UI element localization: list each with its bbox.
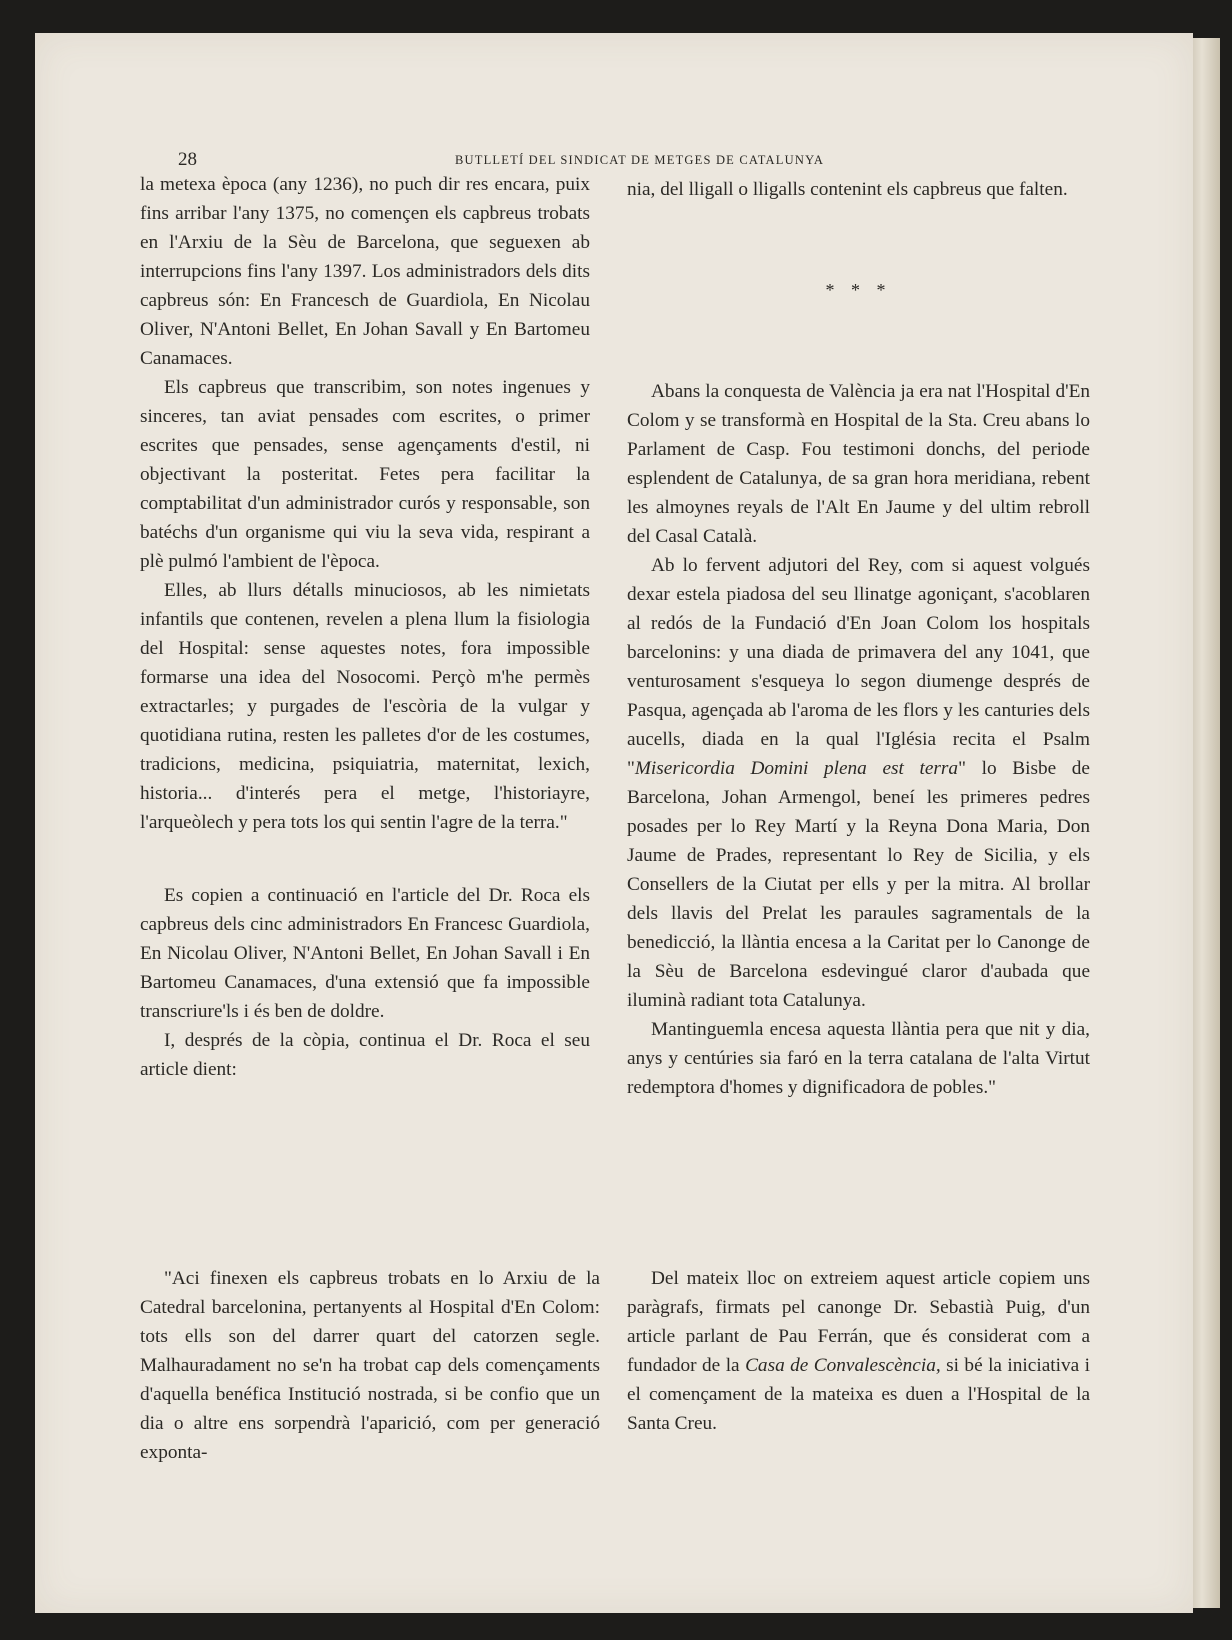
left-paragraph-5: I, després de la còpia, continua el Dr. Roca el seu article dient:	[140, 1030, 590, 1080]
right-paragraph-3-text-a: Ab lo fervent adjutori del Rey, com si aquest volgués dexar estela piadosa del seu llinatge agoniçant, s'acoblaren al redós de la Fundació d'En Joan Colom los hospitals barcelonins: y una diada de primavera del any 1041, que venturosament s'esqueya lo segon diumenge després de Pasqua, agençada ab l'aroma de les flors y les canturies dels aucells, diada en la qual l'Iglésia recita el Psalm "	[627, 555, 1090, 779]
left-paragraph-1: la metexa època (any 1236), no puch dir res encara, puix fins arribar l'any 1375, no començen els capbreus trobats en l'Arxiu de la Sèu de Barcelona, que seguexen ab interrupcions fins l'any 1397. Los administradors dels dits capbreus són: En Francesch de Guardiola, En Nicolau Oliver, N'Antoni Bellet, En Johan Savall y En Bartomeu Canamaces.	[140, 174, 590, 369]
left-paragraph-3: Elles, ab llurs détalls minuciosos, ab les nimietats infantils que contenen, revelen a plena llum la fisiologia del Hospital: sense aquestes notes, fora impossible formarse una idea del Nosocomi. Perçò m'he permès extractarles; y purgades de l'escòria de la vulgar y quotidiana rutina, resten les palletes d'or de les costumes, tradicions, medicina, psiquiatria, maternitat, lexich, historia... d'interés pera el metge, l'historiayre, l'arqueòlech y pera tots los qui sentin l'agre de la terra."	[140, 580, 590, 833]
left-paragraph-4: Es copien a continuació en l'article del Dr. Roca els capbreus dels cinc administradors En Francesc Guardiola, En Nicolau Oliver, N'Antoni Bellet, En Johan Savall i En Bartomeu Canamaces, d'una extensió que fa impossible transcriure'ls i és ben de doldre.	[140, 885, 590, 1022]
right-paragraph-3-text-b: " lo Bisbe de Barcelona, Johan Armengol, beneí les primeres pedres posades per lo Rey Martí y la Reyna Dona Maria, Don Jaume de Prades, representant lo Rey de Sicilia, y els Consellers de la Ciutat per ells y per la mitra. Al brollar dels llavis del Prelat les paraules sagramentals de la benedicció, la llàntia encesa a la Caritat per lo Canonge de la Sèu de Barcelona esdevingué claror d'aubada que iluminà radiant tota Catalunya.	[627, 758, 1090, 1011]
right-paragraph-3	[627, 551, 1090, 1015]
bottom-right-column	[627, 1264, 1090, 1438]
left-paragraph-2: Els capbreus que transcribim, son notes ingenues y sinceres, tan aviat pensades com escrites, o primer escrites que pensades, sense agençaments d'estil, ni objectivant la posteritat. Fetes pera facilitar la comptabilitat d'un administrador curós y responsable, son batéchs d'un organisme qui viu la seva vida, respirant a plè pulmó l'ambient de l'època.	[140, 377, 590, 572]
right-paragraph-2: Abans la conquesta de València ja era nat l'Hospital d'En Colom y se transformà en Hospital de la Sta. Creu abans lo Parlament de Casp. Fou testimoni donchs, del periode esplendent de Catalunya, de sa gran hora meridiana, rebent les almoynes reyals de l'Alt En Jaume y del ultim rebroll del Casal Català.	[627, 381, 1090, 547]
bottom-right-paragraph	[627, 1264, 1090, 1438]
bottom-left-paragraph: "Aci finexen els capbreus trobats en lo Arxiu de la Catedral barcelonina, pertanyents al Hospital d'En Colom: tots ells son del darrer quart del catorzen segle. Malhauradament no se'n ha trobat cap dels començaments d'aquella benéfica Institució nostrada, si be confio que un dia o altre ens sorpendrà l'aparició, com per generació exponta-	[140, 1268, 600, 1463]
right-paragraph-4: Mantinguemla encesa aquesta llàntia pera que nit y dia, anys y centúries sia faró en la terra catalana de l'alta Virtut redemptora d'homes y dignificadora de pobles."	[627, 1019, 1090, 1098]
psalm-quote: Misericordia Domini plena est terra	[634, 758, 959, 779]
right-column	[627, 175, 1090, 1102]
right-paragraph-1: nia, del lligall o lligalls contenint els capbreus que falten.	[627, 179, 1068, 200]
bottom-right-text-b: si bé la iniciativa i el començament de la mateixa es duen a l'Hospital de la Santa Creu.	[627, 1355, 1090, 1434]
book-spine	[1190, 38, 1220, 1608]
casa-convalescencia-italic: Casa de Convalescència,	[745, 1355, 941, 1376]
section-separator: * * *	[825, 280, 892, 300]
bottom-right-text-a: Del mateix lloc on extreiem aquest article copiem uns paràgrafs, firmats pel canonge Dr. Sebastià Puig, d'un article parlant de Pau Ferrán, que és considerat com a fundador de la	[627, 1268, 1090, 1376]
left-column	[140, 170, 590, 1084]
bottom-left-column	[140, 1264, 600, 1467]
page-number: 28	[178, 149, 197, 170]
running-title: BUTLLETÍ DEL SINDICAT DE METGES DE CATALUNYA	[455, 153, 825, 167]
